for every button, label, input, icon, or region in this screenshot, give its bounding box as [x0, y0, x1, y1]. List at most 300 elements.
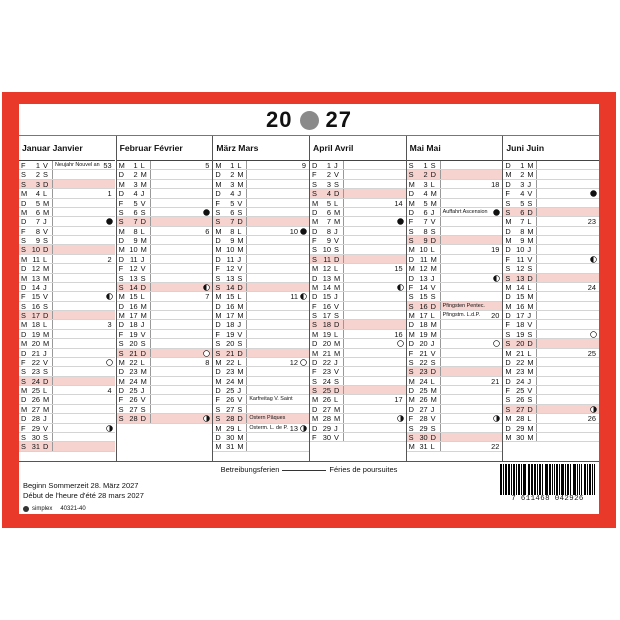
weekday-de: D [118, 301, 124, 311]
weekday-de: M [21, 320, 28, 330]
day-number: 19 [226, 329, 235, 339]
weekday-de: M [312, 395, 319, 405]
last-quarter-moon-icon [203, 284, 210, 291]
day-row [213, 433, 309, 442]
day-number: 4 [423, 189, 428, 199]
weekday-fr: M [43, 273, 50, 283]
day-row [19, 189, 115, 198]
day-number: 7 [230, 217, 235, 227]
barcode-bar [565, 464, 566, 495]
day-number: 6 [520, 207, 525, 217]
day-number: 17 [31, 311, 40, 320]
weekday-fr: L [237, 226, 242, 236]
day-number: 10 [31, 245, 40, 255]
cell-divider [246, 292, 247, 300]
weekday-fr: V [237, 395, 243, 405]
day-number: 12 [129, 264, 138, 274]
weekday-de: F [505, 254, 510, 264]
weekday-fr: J [430, 207, 435, 217]
day-row [503, 236, 599, 245]
weekday-fr: M [43, 339, 50, 349]
weekday-de: S [118, 339, 124, 349]
betreibungsferien-label: Betreibungsferien [220, 465, 280, 474]
cell-divider [52, 302, 53, 310]
barcode-bar [552, 464, 553, 495]
cell-divider [150, 292, 151, 300]
day-number: 29 [322, 423, 331, 433]
weekday-de: S [408, 357, 414, 367]
cell-divider [52, 264, 53, 272]
day-number: 16 [419, 301, 428, 311]
week-number: 7 [205, 292, 210, 302]
cell-divider [440, 358, 441, 366]
day-number: 21 [226, 348, 235, 358]
grey-dot-icon [300, 111, 319, 130]
weekday-de: F [312, 301, 317, 311]
day-row [503, 424, 599, 433]
weekday-de: M [215, 179, 222, 189]
weekday-de: M [215, 423, 222, 433]
week-number: 11 [290, 292, 298, 302]
weekday-de: D [312, 161, 318, 170]
cell-divider [536, 358, 537, 366]
barcode-bar [535, 464, 536, 495]
day-number: 8 [520, 226, 525, 236]
day-number: 26 [516, 395, 525, 405]
weekday-fr: L [43, 320, 48, 330]
cell-divider [536, 349, 537, 357]
weekday-de: M [505, 301, 512, 311]
cell-divider [440, 255, 441, 263]
weekday-de: S [21, 179, 26, 189]
dst-note-fr: Début de l'heure d'été 28 mars 2027 [23, 491, 144, 500]
cell-divider [440, 274, 441, 282]
barcode-bar [562, 464, 564, 495]
week-number: 14 [394, 198, 403, 208]
weekday-de: F [118, 264, 124, 274]
weekday-de: D [312, 404, 318, 414]
weekday-fr: J [140, 254, 145, 264]
cell-divider [343, 358, 344, 366]
day-number: 12 [226, 264, 235, 274]
day-number: 22 [129, 357, 138, 367]
weekday-fr: M [140, 245, 147, 255]
day-number: 17 [322, 311, 331, 320]
day-number: 20 [322, 339, 331, 349]
weekday-fr: S [527, 198, 533, 208]
weekday-de: S [118, 207, 124, 217]
cell-divider [150, 386, 151, 394]
weekday-fr: D [527, 207, 533, 217]
weekday-fr: M [527, 432, 534, 442]
day-row [19, 349, 115, 358]
day-row [310, 302, 406, 311]
day-row [19, 330, 115, 339]
cell-divider [343, 217, 344, 225]
day-number: 31 [226, 442, 235, 452]
cell-divider [150, 283, 151, 291]
barcode-bar [542, 464, 543, 495]
weekday-fr: S [430, 226, 436, 236]
cell-divider [150, 367, 151, 375]
weekday-de: M [118, 226, 125, 236]
weekday-fr: S [140, 273, 146, 283]
cell-divider [343, 274, 344, 282]
day-row [117, 245, 213, 254]
day-row [19, 292, 115, 301]
cell-divider [246, 386, 247, 394]
weekday-de: S [505, 207, 511, 217]
day-number: 2 [133, 170, 138, 180]
cell-divider [343, 208, 344, 216]
day-number: 13 [322, 273, 331, 283]
day-number: 24 [31, 376, 40, 386]
weekday-de: F [21, 357, 26, 367]
weekday-de: M [408, 264, 415, 274]
cell-divider [440, 311, 441, 319]
weekday-fr: J [527, 376, 532, 386]
full-moon-icon [300, 228, 307, 235]
day-number: 16 [226, 301, 235, 311]
week-number: 8 [205, 357, 210, 367]
weekday-fr: L [140, 357, 145, 367]
weekday-fr: M [237, 236, 244, 245]
first-quarter-moon-icon [300, 425, 307, 432]
weekday-de: S [118, 414, 124, 424]
day-row [213, 339, 309, 348]
weekday-fr: D [430, 301, 437, 311]
weekday-de: M [118, 311, 125, 320]
day-row [213, 358, 309, 367]
day-number: 11 [32, 254, 40, 264]
weekday-fr: V [527, 320, 533, 330]
cell-divider [536, 330, 537, 338]
weekday-fr: M [43, 404, 50, 414]
weekday-fr: M [334, 339, 341, 349]
month-title: Juni Juin [503, 136, 599, 161]
weekday-fr: V [527, 189, 533, 199]
cell-divider [246, 377, 247, 385]
day-number: 21 [419, 348, 428, 358]
weekday-de: S [312, 311, 317, 320]
weekday-fr: L [430, 442, 435, 452]
day-number: 3 [35, 179, 40, 189]
day-number: 23 [226, 367, 235, 377]
day-number: 13 [31, 273, 40, 283]
week-number: 1 [107, 189, 112, 199]
cell-divider [150, 405, 151, 413]
day-number: 5 [133, 198, 138, 208]
cell-divider [440, 395, 441, 403]
day-row [503, 311, 599, 320]
day-number: 24 [226, 376, 235, 386]
cell-divider [440, 414, 441, 422]
day-number: 22 [322, 357, 331, 367]
cell-divider [536, 236, 537, 244]
day-number: 27 [322, 404, 331, 414]
day-row [503, 189, 599, 198]
cell-divider [150, 170, 151, 178]
week-number: 3 [107, 320, 112, 330]
cell-divider [440, 217, 441, 225]
day-row [117, 330, 213, 339]
day-number: 18 [226, 320, 235, 330]
weekday-fr: S [237, 339, 243, 349]
weekday-de: M [215, 376, 222, 386]
cell-divider [52, 274, 53, 282]
barcode-bar [574, 464, 575, 495]
cell-divider [440, 302, 441, 310]
cell-divider [52, 311, 53, 319]
day-row [117, 320, 213, 329]
day-row [213, 292, 309, 301]
weekday-fr: M [237, 179, 244, 189]
weekday-de: S [312, 179, 317, 189]
weekday-fr: M [334, 348, 341, 358]
barcode-bar [587, 464, 588, 495]
day-row [117, 292, 213, 301]
weekday-de: D [505, 161, 511, 170]
day-number: 5 [520, 198, 525, 208]
day-number: 25 [322, 386, 331, 395]
weekday-de: M [215, 357, 222, 367]
weekday-fr: M [43, 198, 50, 208]
day-row [117, 283, 213, 292]
month-title: April Avril [310, 136, 406, 161]
week-number: 25 [587, 348, 596, 358]
day-row [117, 302, 213, 311]
barcode-bars [500, 464, 595, 495]
cell-divider [246, 217, 247, 225]
weekday-fr: D [334, 189, 340, 199]
weekday-de: F [408, 414, 414, 424]
weekday-de: F [21, 161, 26, 170]
day-row [310, 274, 406, 283]
weekday-de: S [215, 414, 221, 424]
brand-name: simplex [32, 506, 53, 512]
weekday-fr: S [527, 395, 533, 405]
holiday-label: Osterm. L. de P. [249, 424, 288, 431]
cell-divider [246, 367, 247, 375]
weekday-de: M [505, 367, 512, 377]
cell-divider [343, 180, 344, 188]
day-number: 10 [419, 245, 428, 255]
day-number: 6 [133, 207, 138, 217]
cell-divider [52, 339, 53, 347]
weekday-fr: J [430, 273, 435, 283]
week-number: 5 [205, 161, 210, 170]
barcode-bar [508, 464, 510, 495]
weekday-fr: V [237, 264, 243, 274]
day-number: 14 [226, 282, 235, 292]
weekday-fr: M [140, 301, 147, 311]
day-row [117, 274, 213, 283]
cell-divider [246, 236, 247, 244]
day-row [19, 245, 115, 254]
cell-divider [150, 349, 151, 357]
barcode-bar [557, 464, 558, 495]
new-moon-icon [493, 340, 500, 347]
weekday-de: D [21, 348, 27, 358]
weekday-fr: M [527, 357, 534, 367]
day-number: 4 [133, 189, 138, 199]
day-row [407, 227, 503, 236]
weekday-fr: D [43, 376, 49, 386]
weekday-de: M [505, 236, 512, 245]
weekday-fr: J [43, 282, 47, 292]
day-row [503, 358, 599, 367]
cell-divider [52, 208, 53, 216]
cell-divider [150, 189, 151, 197]
holiday-label: Neujahr Nouvel an [55, 162, 100, 168]
weekday-fr: D [334, 254, 340, 264]
day-row [213, 320, 309, 329]
day-number: 1 [230, 161, 235, 170]
weekday-fr: J [140, 189, 145, 199]
barcode-bar [524, 464, 525, 495]
weekday-de: S [21, 301, 26, 311]
day-number: 8 [423, 226, 428, 236]
cell-divider [246, 302, 247, 310]
weekday-fr: V [334, 432, 339, 442]
cell-divider [440, 433, 441, 441]
weekday-fr: M [430, 254, 437, 264]
day-number: 10 [226, 245, 235, 255]
month-column-4 [309, 136, 406, 462]
weekday-fr: V [140, 395, 146, 405]
cell-divider [536, 170, 537, 178]
cell-divider [150, 208, 151, 216]
weekday-de: S [21, 442, 26, 452]
weekday-fr: L [334, 329, 339, 339]
day-number: 2 [35, 170, 40, 180]
day-row [117, 358, 213, 367]
weekday-de: S [408, 301, 414, 311]
dst-note-de: Beginn Sommerzeit 28. März 2027 [23, 481, 139, 490]
day-number: 29 [31, 423, 40, 433]
weekday-fr: J [140, 320, 145, 330]
day-number: 7 [133, 217, 138, 227]
cell-divider [52, 199, 53, 207]
weekday-de: D [408, 386, 415, 395]
weekday-de: D [21, 217, 27, 227]
cell-divider [536, 377, 537, 385]
weekday-fr: V [334, 367, 339, 377]
day-number: 15 [31, 292, 40, 302]
weekday-de: M [312, 348, 319, 358]
day-number: 1 [520, 161, 525, 170]
cell-divider [52, 320, 53, 328]
cell-divider [440, 442, 441, 450]
day-row [19, 283, 115, 292]
day-number: 8 [230, 226, 235, 236]
day-row [117, 189, 213, 198]
day-row [117, 349, 213, 358]
weekday-de: M [408, 198, 415, 208]
weekday-de: D [408, 254, 415, 264]
day-row [117, 161, 213, 170]
day-row [117, 405, 213, 414]
cell-divider [246, 283, 247, 291]
weekday-de: D [408, 189, 415, 199]
feries-label: Féries de poursuites [329, 465, 398, 474]
weekday-fr: V [334, 236, 339, 245]
weekday-fr: S [237, 207, 243, 217]
cell-divider [536, 292, 537, 300]
weekday-fr: J [237, 386, 242, 395]
cell-divider [150, 245, 151, 253]
barcode-bar [518, 464, 520, 495]
weekday-de: S [21, 311, 26, 320]
day-row [310, 170, 406, 179]
cell-divider [150, 330, 151, 338]
weekday-de: F [505, 320, 510, 330]
day-number: 8 [326, 226, 331, 236]
day-number: 25 [516, 386, 525, 395]
cell-divider [150, 302, 151, 310]
legend-line [282, 470, 326, 471]
weekday-de: S [408, 292, 414, 302]
day-number: 24 [419, 376, 428, 386]
day-row [310, 395, 406, 404]
weekday-de: S [215, 282, 221, 292]
weekday-fr: J [334, 357, 338, 367]
day-row [310, 292, 406, 301]
weekday-de: D [312, 273, 318, 283]
weekday-de: M [505, 348, 512, 358]
day-row [19, 274, 115, 283]
weekday-de: D [215, 236, 221, 245]
weekday-de: D [21, 264, 27, 274]
day-row [117, 208, 213, 217]
week-number: 18 [491, 179, 500, 189]
cell-divider [343, 349, 344, 357]
first-quarter-moon-icon [203, 415, 210, 422]
weekday-de: S [312, 320, 317, 330]
day-number: 25 [31, 386, 40, 395]
weekday-fr: M [140, 236, 147, 245]
cell-divider [536, 302, 537, 310]
weekday-de: S [118, 217, 124, 227]
day-number: 26 [31, 395, 40, 405]
day-number: 13 [419, 273, 428, 283]
day-row [503, 255, 599, 264]
weekday-de: F [215, 329, 220, 339]
holiday-label: Pfingstm. L.d.P. [442, 312, 481, 318]
weekday-de: D [505, 311, 511, 320]
day-row [213, 311, 309, 320]
day-row [503, 208, 599, 217]
cell-divider [536, 339, 537, 347]
weekday-de: M [408, 376, 415, 386]
day-number: 23 [129, 367, 138, 377]
day-number: 2 [230, 170, 235, 180]
day-row [19, 311, 115, 320]
weekday-de: S [118, 273, 124, 283]
day-row [503, 199, 599, 208]
day-row [19, 424, 115, 433]
weekday-de: S [408, 161, 414, 170]
week-number: 20 [491, 311, 500, 320]
weekday-fr: S [43, 236, 48, 245]
day-number: 11 [323, 254, 331, 264]
day-row [19, 386, 115, 395]
weekday-fr: L [140, 161, 145, 170]
weekday-fr: J [334, 423, 338, 433]
weekday-fr: M [430, 189, 437, 199]
day-number: 7 [35, 217, 40, 227]
day-number: 11 [129, 254, 138, 264]
